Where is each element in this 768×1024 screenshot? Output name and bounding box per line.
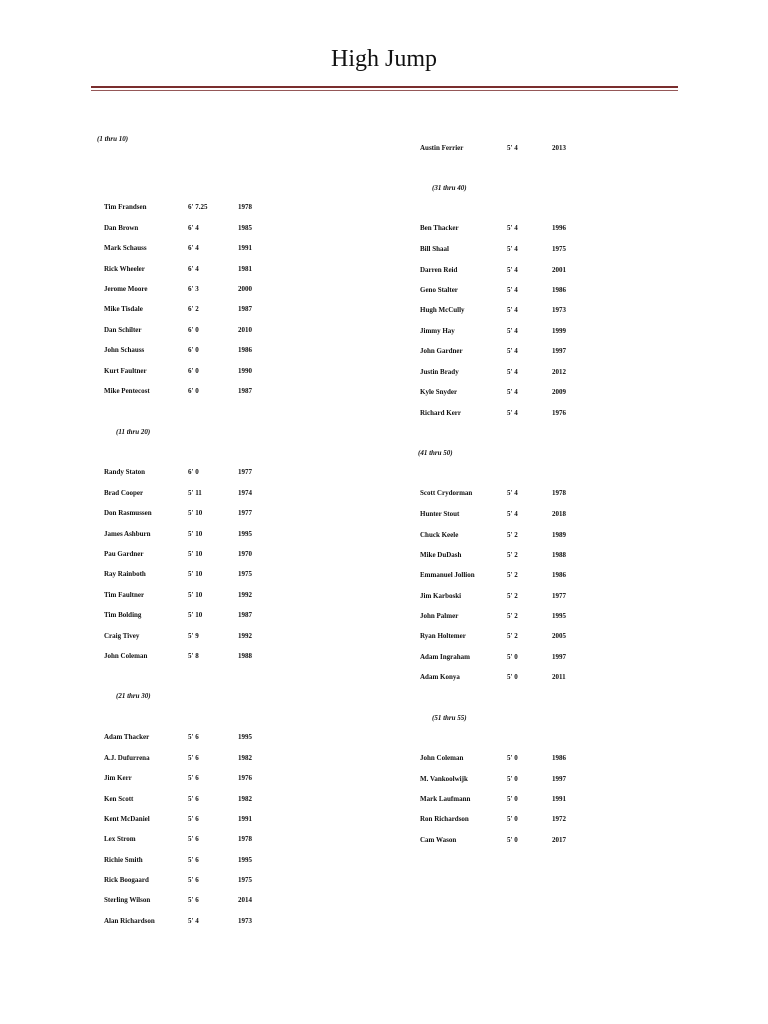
- jump-mark: 5' 0: [507, 653, 518, 661]
- record-year: 2018: [552, 510, 566, 518]
- record-year: 1987: [238, 611, 252, 619]
- jump-mark: 5' 6: [188, 754, 199, 762]
- athlete-name: Tim Frandsen: [104, 203, 147, 211]
- record-year: 1982: [238, 795, 252, 803]
- athlete-name: Lex Strom: [104, 835, 136, 843]
- athlete-name: Pau Gardner: [104, 550, 144, 558]
- jump-mark: 5' 0: [507, 815, 518, 823]
- record-year: 1992: [238, 591, 252, 599]
- athlete-name: Ken Scott: [104, 795, 134, 803]
- jump-mark: 5' 4: [507, 266, 518, 274]
- section-heading: (21 thru 30): [116, 692, 151, 700]
- record-year: 1970: [238, 550, 252, 558]
- jump-mark: 5' 6: [188, 896, 199, 904]
- athlete-name: Scott Crydorman: [420, 489, 473, 497]
- jump-mark: 6' 0: [188, 387, 199, 395]
- jump-mark: 5' 4: [507, 347, 518, 355]
- jump-mark: 5' 10: [188, 509, 203, 517]
- athlete-name: Adam Ingraham: [420, 653, 470, 661]
- record-year: 1975: [238, 570, 252, 578]
- record-year: 2014: [238, 896, 252, 904]
- athlete-name: Mark Laufmann: [420, 795, 471, 803]
- record-year: 1977: [238, 509, 252, 517]
- section-heading: (51 thru 55): [432, 714, 467, 722]
- jump-mark: 5' 8: [188, 652, 199, 660]
- record-year: 1976: [552, 409, 566, 417]
- athlete-name: Rick Boogaard: [104, 876, 149, 884]
- record-year: 1990: [238, 367, 252, 375]
- athlete-name: John Gardner: [420, 347, 463, 355]
- athlete-name: Chuck Keele: [420, 531, 459, 539]
- jump-mark: 6' 7.25: [188, 203, 208, 211]
- record-year: 2000: [238, 285, 252, 293]
- jump-mark: 5' 10: [188, 570, 203, 578]
- jump-mark: 5' 0: [507, 775, 518, 783]
- record-year: 1988: [238, 652, 252, 660]
- athlete-name: Richie Smith: [104, 856, 143, 864]
- jump-mark: 5' 0: [507, 754, 518, 762]
- jump-mark: 6' 3: [188, 285, 199, 293]
- title-rule-thin: [91, 90, 678, 91]
- record-year: 1991: [238, 815, 252, 823]
- jump-mark: 5' 6: [188, 856, 199, 864]
- athlete-name: Kyle Snyder: [420, 388, 458, 396]
- jump-mark: 5' 0: [507, 836, 518, 844]
- jump-mark: 5' 4: [507, 245, 518, 253]
- jump-mark: 5' 4: [507, 409, 518, 417]
- jump-mark: 5' 11: [188, 489, 202, 497]
- record-year: 1977: [552, 592, 566, 600]
- jump-mark: 5' 2: [507, 551, 518, 559]
- section-heading: (31 thru 40): [432, 184, 467, 192]
- record-year: 1985: [238, 224, 252, 232]
- record-year: 1978: [238, 203, 252, 211]
- record-year: 1989: [552, 531, 566, 539]
- jump-mark: 5' 4: [507, 388, 518, 396]
- athlete-name: Brad Cooper: [104, 489, 144, 497]
- athlete-name: Tim Faultner: [104, 591, 145, 599]
- record-year: 1974: [238, 489, 252, 497]
- record-year: 1997: [552, 653, 566, 661]
- athlete-name: Emmanuel Jollion: [420, 571, 475, 579]
- athlete-name: Jim Karboski: [420, 592, 462, 600]
- athlete-name: John Coleman: [104, 652, 148, 660]
- jump-mark: 5' 4: [507, 510, 518, 518]
- title-rule: [91, 86, 678, 88]
- athlete-name: Randy Staton: [104, 468, 146, 476]
- jump-mark: 5' 2: [507, 531, 518, 539]
- jump-mark: 6' 0: [188, 367, 199, 375]
- athlete-name: Adam Thacker: [104, 733, 150, 741]
- athlete-name: Ray Rainboth: [104, 570, 146, 578]
- jump-mark: 5' 2: [507, 632, 518, 640]
- athlete-name: Alan Richardson: [104, 917, 155, 925]
- record-year: 1999: [552, 327, 566, 335]
- jump-mark: 5' 6: [188, 835, 199, 843]
- record-year: 1991: [552, 795, 566, 803]
- athlete-name: Darren Reid: [420, 266, 458, 274]
- jump-mark: 5' 6: [188, 815, 199, 823]
- jump-mark: 6' 0: [188, 326, 199, 334]
- record-year: 2013: [552, 144, 566, 152]
- jump-mark: 6' 4: [188, 244, 199, 252]
- record-year: 2017: [552, 836, 566, 844]
- jump-mark: 5' 10: [188, 611, 203, 619]
- record-year: 1991: [238, 244, 252, 252]
- jump-mark: 5' 4: [507, 368, 518, 376]
- athlete-name: Ben Thacker: [420, 224, 459, 232]
- record-year: 2005: [552, 632, 566, 640]
- record-year: 1996: [552, 224, 566, 232]
- jump-mark: 5' 10: [188, 591, 203, 599]
- record-year: 1986: [552, 754, 566, 762]
- athlete-name: Tim Bolding: [104, 611, 142, 619]
- record-year: 2001: [552, 266, 566, 274]
- athlete-name: Bill Shaal: [420, 245, 449, 253]
- record-year: 1995: [238, 856, 252, 864]
- athlete-name: Richard Kerr: [420, 409, 462, 417]
- athlete-name: Hugh McCully: [420, 306, 465, 314]
- record-year: 1987: [238, 387, 252, 395]
- record-year: 1995: [552, 612, 566, 620]
- athlete-name: Craig Tivey: [104, 632, 140, 640]
- jump-mark: 5' 4: [507, 224, 518, 232]
- athlete-name: Justin Brady: [420, 368, 459, 376]
- athlete-name: Mike Pentecost: [104, 387, 150, 395]
- record-year: 1972: [552, 815, 566, 823]
- jump-mark: 5' 6: [188, 774, 199, 782]
- jump-mark: 5' 10: [188, 530, 203, 538]
- section-heading: (1 thru 10): [97, 135, 129, 143]
- record-year: 1995: [238, 530, 252, 538]
- athlete-name: John Palmer: [420, 612, 459, 620]
- record-year: 1986: [238, 346, 252, 354]
- record-year: 1975: [552, 245, 566, 253]
- record-year: 1995: [238, 733, 252, 741]
- jump-mark: 5' 10: [188, 550, 203, 558]
- record-year: 1997: [552, 347, 566, 355]
- athlete-name: Dan Schilter: [104, 326, 142, 334]
- record-year: 1976: [238, 774, 252, 782]
- athlete-name: Kurt Faultner: [104, 367, 147, 375]
- athlete-name: Adam Konya: [420, 673, 460, 681]
- record-year: 1986: [552, 571, 566, 579]
- record-year: 1973: [552, 306, 566, 314]
- athlete-name: Cam Wason: [420, 836, 457, 844]
- record-year: 1988: [552, 551, 566, 559]
- jump-mark: 5' 2: [507, 612, 518, 620]
- record-year: 2011: [552, 673, 566, 681]
- athlete-name: Mark Schauss: [104, 244, 147, 252]
- record-year: 2009: [552, 388, 566, 396]
- record-year: 1982: [238, 754, 252, 762]
- athlete-name: A.J. Dufurrena: [104, 754, 150, 762]
- jump-mark: 6' 4: [188, 224, 199, 232]
- jump-mark: 5' 2: [507, 592, 518, 600]
- jump-mark: 5' 0: [507, 673, 518, 681]
- jump-mark: 5' 9: [188, 632, 199, 640]
- record-year: 1986: [552, 286, 566, 294]
- jump-mark: 5' 4: [507, 327, 518, 335]
- jump-mark: 6' 0: [188, 346, 199, 354]
- athlete-name: M. Vankoolwijk: [420, 775, 468, 783]
- athlete-name: Jimmy Hay: [420, 327, 455, 335]
- jump-mark: 6' 0: [188, 468, 199, 476]
- athlete-name: John Schauss: [104, 346, 145, 354]
- athlete-name: Sterling Wilson: [104, 896, 151, 904]
- jump-mark: 5' 2: [507, 571, 518, 579]
- record-year: 1978: [238, 835, 252, 843]
- athlete-name: Don Rasmussen: [104, 509, 152, 517]
- section-heading: (11 thru 20): [116, 428, 151, 436]
- athlete-name: Dan Brown: [104, 224, 139, 232]
- record-year: 1997: [552, 775, 566, 783]
- record-year: 2010: [238, 326, 252, 334]
- jump-mark: 6' 2: [188, 305, 199, 313]
- page-title: High Jump: [330, 46, 437, 72]
- section-heading: (41 thru 50): [418, 449, 453, 457]
- athlete-name: Ron Richardson: [420, 815, 469, 823]
- athlete-name: Mike DuDash: [420, 551, 462, 559]
- record-year: 1977: [238, 468, 252, 476]
- jump-mark: 5' 6: [188, 795, 199, 803]
- athlete-name: John Coleman: [420, 754, 464, 762]
- athlete-name: Rick Wheeler: [104, 265, 145, 273]
- jump-mark: 5' 6: [188, 876, 199, 884]
- record-year: 1973: [238, 917, 252, 925]
- jump-mark: 5' 6: [188, 733, 199, 741]
- jump-mark: 5' 4: [507, 306, 518, 314]
- athlete-name: James Ashburn: [104, 530, 151, 538]
- record-year: 1978: [552, 489, 566, 497]
- athlete-name: Ryan Holtemer: [420, 632, 466, 640]
- athlete-name: Kent McDaniel: [104, 815, 150, 823]
- record-year: 2012: [552, 368, 566, 376]
- athlete-name: Mike Tisdale: [104, 305, 143, 313]
- record-year: 1981: [238, 265, 252, 273]
- record-year: 1987: [238, 305, 252, 313]
- jump-mark: 5' 0: [507, 795, 518, 803]
- jump-mark: 5' 4: [188, 917, 199, 925]
- athlete-name: Jerome Moore: [104, 285, 148, 293]
- jump-mark: 5' 4: [507, 144, 518, 152]
- record-year: 1975: [238, 876, 252, 884]
- jump-mark: 5' 4: [507, 286, 518, 294]
- athlete-name: Hunter Stout: [420, 510, 460, 518]
- record-year: 1992: [238, 632, 252, 640]
- jump-mark: 6' 4: [188, 265, 199, 273]
- athlete-name: Austin Ferrier: [420, 144, 464, 152]
- jump-mark: 5' 4: [507, 489, 518, 497]
- athlete-name: Jim Kerr: [104, 774, 132, 782]
- athlete-name: Geno Stalter: [420, 286, 458, 294]
